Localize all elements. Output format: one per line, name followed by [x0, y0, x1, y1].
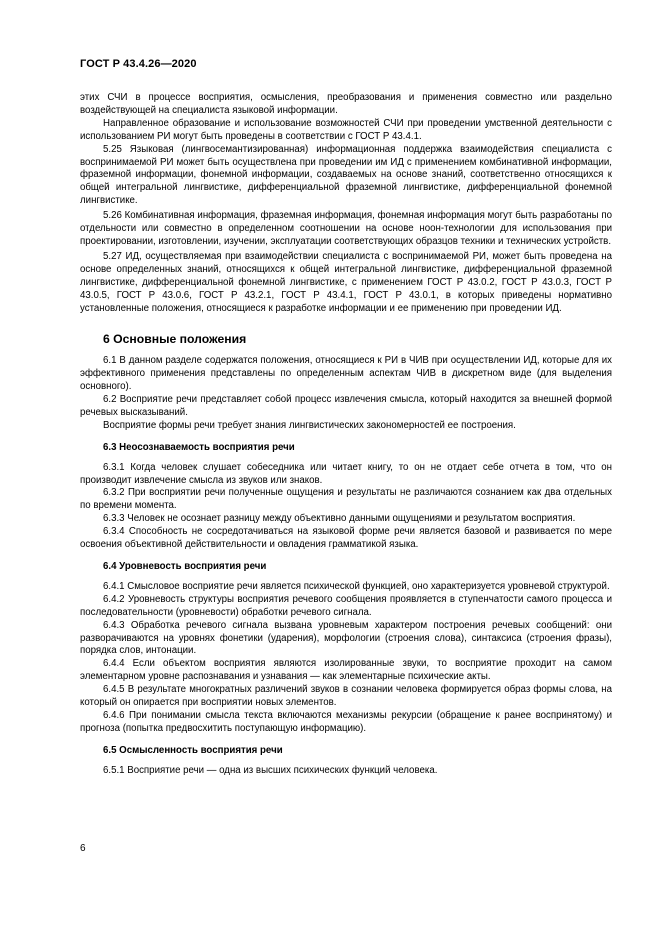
paragraph: 6.3.4 Способность не сосредотачиваться на языковой форме речи является базовой и развивается по мере освоения объективной действительности и овладения грамматикой языка.: [80, 526, 612, 551]
paragraph: 6.3.2 При восприятии речи полученные ощущения и результаты не различаются сознанием как два отдельных по времени момента.: [80, 487, 612, 512]
subsection-6-4-heading: 6.4 Уровневость восприятия речи: [103, 561, 267, 572]
subsection-6-5-heading: 6.5 Осмысленность восприятия речи: [103, 744, 283, 756]
subsection-6-3-heading: 6.3 Неосознаваемость восприятия речи: [103, 441, 295, 453]
page-number: 6: [80, 843, 86, 854]
paragraph: 6.4.3 Обработка речевого сигнала вызвана уровневым характером построения речевых сообщений: они разворачиваются на уровнях фонетики (ударения), морфологии (строения слова), синтаксиса (строения фразы), порядка слов, интонации.: [80, 619, 612, 657]
paragraph: Направленное образование и использование возможностей СЧИ при проведении умственной деятельности с использованием РИ могут быть проведены в соответствии с ГОСТ Р 43.4.1.: [80, 117, 612, 142]
paragraph: 6.2 Восприятие речи представляет собой процесс извлечения смысла, который находится за внешней формой речевых высказываний.: [80, 394, 612, 418]
paragraph: 6.1 В данном разделе содержатся положения, относящиеся к РИ в ЧИВ при осуществлении ИД, которые для их эффективного применения представлены по определенным аспектам ЧИВ в дискретном виде (для выделения основного).: [80, 355, 612, 393]
paragraph: 6.4.5 В результате многократных различений звуков в сознании человека формируется образ формы слова, на который он опирается при восприятии новых элементов.: [80, 684, 612, 709]
paragraph: 6.4.4 Если объектом восприятия являются изолированные звуки, то восприятие проходит на самом элементарном уровне распознавания и узнавания — как элементарные психические акты.: [80, 658, 612, 683]
document-header: ГОСТ Р 43.4.26—2020: [80, 58, 197, 70]
document-body: [80, 92, 612, 778]
paragraph: 6.3.3 Человек не осознает разницу между объективно данными ощущениями и результатом восприятия.: [103, 513, 576, 525]
paragraph: 6.4.6 При понимании смысла текста включаются механизмы рекурсии (обращение к ранее воспринятому) и прогноза (попытка предвосхитить поступающую информацию).: [80, 709, 612, 734]
paragraph: 6.4.2 Уровневость структуры восприятия речевого сообщения проявляется в ступенчатости самого процесса и последовательности (уровневости) обработки речевого сигнала.: [80, 593, 612, 618]
paragraph: 6.4.1 Смысловое восприятие речи является психической функцией, оно характеризуется уровневой структурой.: [103, 580, 610, 592]
paragraph: этих СЧИ в процессе восприятия, осмысления, преобразования и применения совместно или раздельно воздействующей на специалиста языковой информации.: [80, 92, 612, 116]
paragraph: 5.27 ИД, осуществляемая при взаимодействии специалиста с воспринимаемой РИ, может быть проведена на основе определенных знаний, относящихся к общей интегральной лингвистике, дифференциальной фраземной лингвистике, дифференциальной фонемной лингвистике, с применением ГОСТ Р 43.0.2, ГОСТ Р 43.0.3, ГОСТ Р 43.0.5, ГОСТ Р 43.0.6, ГОСТ Р 43.2.1, ГОСТ Р 43.4.1, ГОСТ Р 43.0.1, в которых приведены нормативно установленные положения, относящиеся к разработке информации и ее применению при проведении ИД.: [80, 250, 612, 314]
section-6-heading: 6 Основные положения: [103, 332, 247, 347]
paragraph: 5.25 Языковая (лингвосемантизированная) информационная поддержка взаимодействия специалиста с воспринимаемой РИ может быть осуществлена при проведении им ИД с применением комбинативной информации, фраземной информации, фонемной информации, создаваемых на основе знаний, соответственно относящихся к общей интегральной лингвистике, дифференциальной фраземной лингвистике, дифференциальной фонемной лингвистике.: [80, 143, 612, 207]
paragraph: 6.3.1 Когда человек слушает собеседника или читает книгу, то он не отдает себе отчета в том, что он производит извлечение смысла из звуков или знаков.: [80, 461, 612, 486]
paragraph: 6.5.1 Восприятие речи — одна из высших психических функций человека.: [103, 764, 438, 776]
paragraph: 5.26 Комбинативная информация, фраземная информация, фонемная информация могут быть разработаны по отдельности или совместно в определенном соотношении на основе ноон-технологии для использования при проектировании, изготовлении, изучении, эксплуатации соответствующих образцов техники и технических устройств.: [80, 210, 612, 247]
paragraph: Восприятие формы речи требует знания лингвистических закономерностей ее построения.: [103, 419, 516, 431]
